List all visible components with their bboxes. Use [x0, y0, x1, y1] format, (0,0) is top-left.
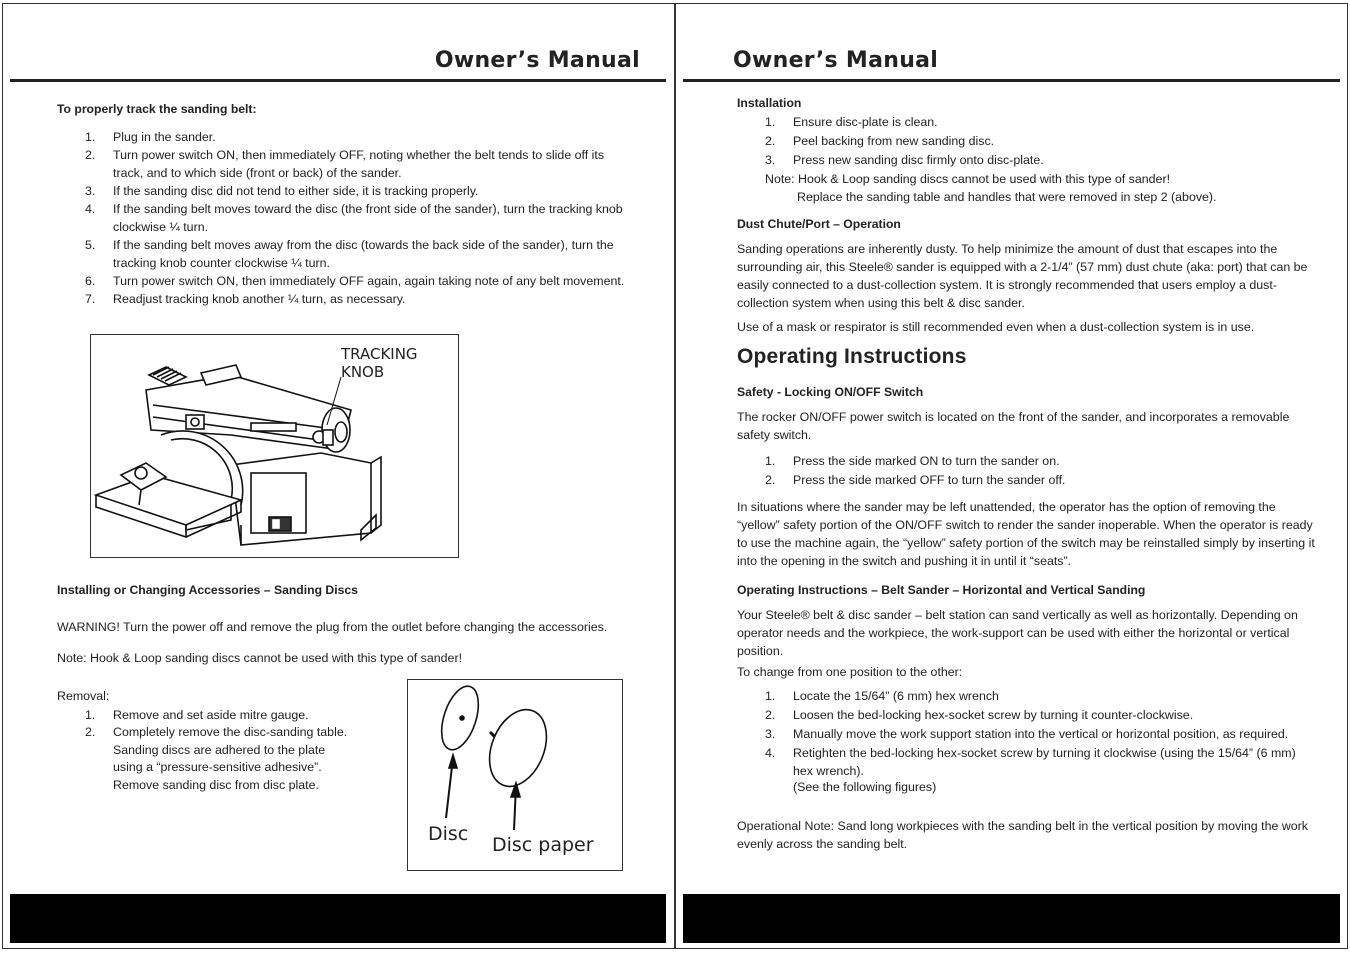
removal-steps [57, 706, 357, 794]
track-heading: To properly track the sanding belt: [57, 102, 257, 116]
track-steps [57, 128, 637, 308]
installation-note-2: Replace the sanding table and handles that were removed in step 2 (above). [797, 190, 1217, 204]
belt-paragraph: Your Steele® belt & disc sander – belt station can sand vertically as well as horizontally. Depending on operator needs and the workpiece, the work-support can be used with either the horizontal or vertical position. [737, 608, 1298, 658]
accessories-heading: Installing or Changing Accessories – Sanding Discs [57, 583, 358, 597]
belt-paragraph-2: To change from one position to the other: [737, 665, 963, 679]
sander-drawing [91, 335, 458, 557]
list-item: 1. Remove and set aside mitre gauge. [85, 708, 309, 722]
list-item: 6. Turn power switch ON, then immediately OFF again, again taking note of any belt movement. [85, 274, 625, 288]
list-item: 4. If the sanding belt moves toward the disc (the front side of the sander), turn the tracking knob clockwise ¼ turn. [85, 202, 623, 234]
disc-paper-label: Disc paper [492, 834, 594, 856]
installation-note: Note: Hook & Loop sanding discs cannot be used with this type of sander! [765, 172, 1171, 186]
safety-paragraph: The rocker ON/OFF power switch is located on the front of the sander, and incorporates a removable safety switch. [737, 410, 1290, 442]
list-item: 2. Press the side marked OFF to turn the sander off. [765, 473, 1066, 487]
footer-bar [10, 894, 666, 943]
list-item: 2. Loosen the bed-locking hex-socket screw by turning it counter-clockwise. [765, 708, 1194, 722]
dust-heading: Dust Chute/Port – Operation [737, 217, 901, 231]
right-page [675, 3, 1348, 949]
disc-label: Disc [428, 823, 469, 845]
list-item: 1. Locate the 15/64” (6 mm) hex wrench [765, 689, 999, 703]
warning-text: WARNING! Turn the power off and remove the plug from the outlet before changing the accessories. [57, 620, 608, 634]
section-title: Operating Instructions [737, 345, 967, 368]
page-header: Owner’s Manual [733, 48, 939, 73]
tracking-label-2: KNOB [341, 363, 385, 381]
list-item: 5. If the sanding belt moves away from the disc (towards the back side of the sander), turn the tracking knob counter clockwise ¼ turn. [85, 238, 614, 270]
belt-steps [737, 687, 1312, 780]
page-header: Owner’s Manual [434, 48, 640, 73]
disc-illustration [407, 679, 623, 871]
list-item: 2. Completely remove the disc-sanding table. Sanding discs are adhered to the plate using a “pressure-sensitive adhesive”. Remove sanding disc from disc plate. [85, 725, 348, 792]
list-item: 3. If the sanding disc did not tend to either side, it is tracking properly. [85, 184, 479, 198]
removal-label: Removal: [57, 689, 110, 703]
belt-heading: Operating Instructions – Belt Sander – Horizontal and Vertical Sanding [737, 583, 1146, 597]
list-item: 1. Plug in the sander. [85, 130, 216, 144]
header-rule [683, 79, 1340, 82]
sander-illustration [90, 334, 459, 558]
installation-steps [737, 113, 1297, 169]
dust-paragraph-2: Use of a mask or respirator is still recommended even when a dust-collection system is in use. [737, 320, 1255, 334]
list-item: 3. Press new sanding disc firmly onto disc-plate. [765, 153, 1044, 167]
installation-heading: Installation [737, 96, 802, 110]
header-rule [10, 79, 666, 82]
dust-paragraph: Sanding operations are inherently dusty. To help minimize the amount of dust that escapes into the surrounding air, this Steele® sander is equipped with a 2-1/4” (57 mm) dust chute (aka: port) that can be easily connected to a dust-collection system. It is strongly recommended that users employ a dust-collection system when using this belt & disc sander. [737, 242, 1308, 310]
see-figures: (See the following figures) [793, 780, 937, 794]
list-item: 1. Press the side marked ON to turn the sander on. [765, 454, 1060, 468]
safety-steps [737, 452, 1297, 489]
list-item: 2. Turn power switch ON, then immediately OFF, noting whether the belt tends to slide off its track, and to which side (front or back) of the sander. [85, 148, 605, 180]
list-item: 3. Manually move the work support station into the vertical or horizontal position, as required. [765, 727, 1289, 741]
disc-drawing [408, 680, 622, 870]
list-item: 4. Retighten the bed-locking hex-socket screw by turning it clockwise (using the 15/64” (6 mm) hex wrench). [765, 746, 1296, 778]
footer-bar [683, 894, 1340, 943]
list-item: 2. Peel backing from new sanding disc. [765, 134, 995, 148]
tracking-label-1: TRACKING [341, 345, 418, 363]
safety-heading: Safety - Locking ON/OFF Switch [737, 385, 924, 399]
list-item: 1. Ensure disc-plate is clean. [765, 115, 938, 129]
hook-loop-note: Note: Hook & Loop sanding discs cannot be used with this type of sander! [57, 651, 463, 665]
operational-note: Operational Note: Sand long workpieces with the sanding belt in the vertical position by moving the work evenly across the sanding belt. [737, 819, 1308, 851]
list-item: 7. Readjust tracking knob another ¼ turn, as necessary. [85, 292, 406, 306]
left-page [2, 3, 675, 949]
safety-paragraph-2: In situations where the sander may be left unattended, the operator has the option of removing the “yellow” safety portion of the ON/OFF switch to render the sander inoperable. When the operator is ready to use the machine again, the “yellow” safety portion of the switch may be reinstalled simply by inserting it into the opening in the switch and pushing it in until it “seats”. [737, 500, 1315, 568]
